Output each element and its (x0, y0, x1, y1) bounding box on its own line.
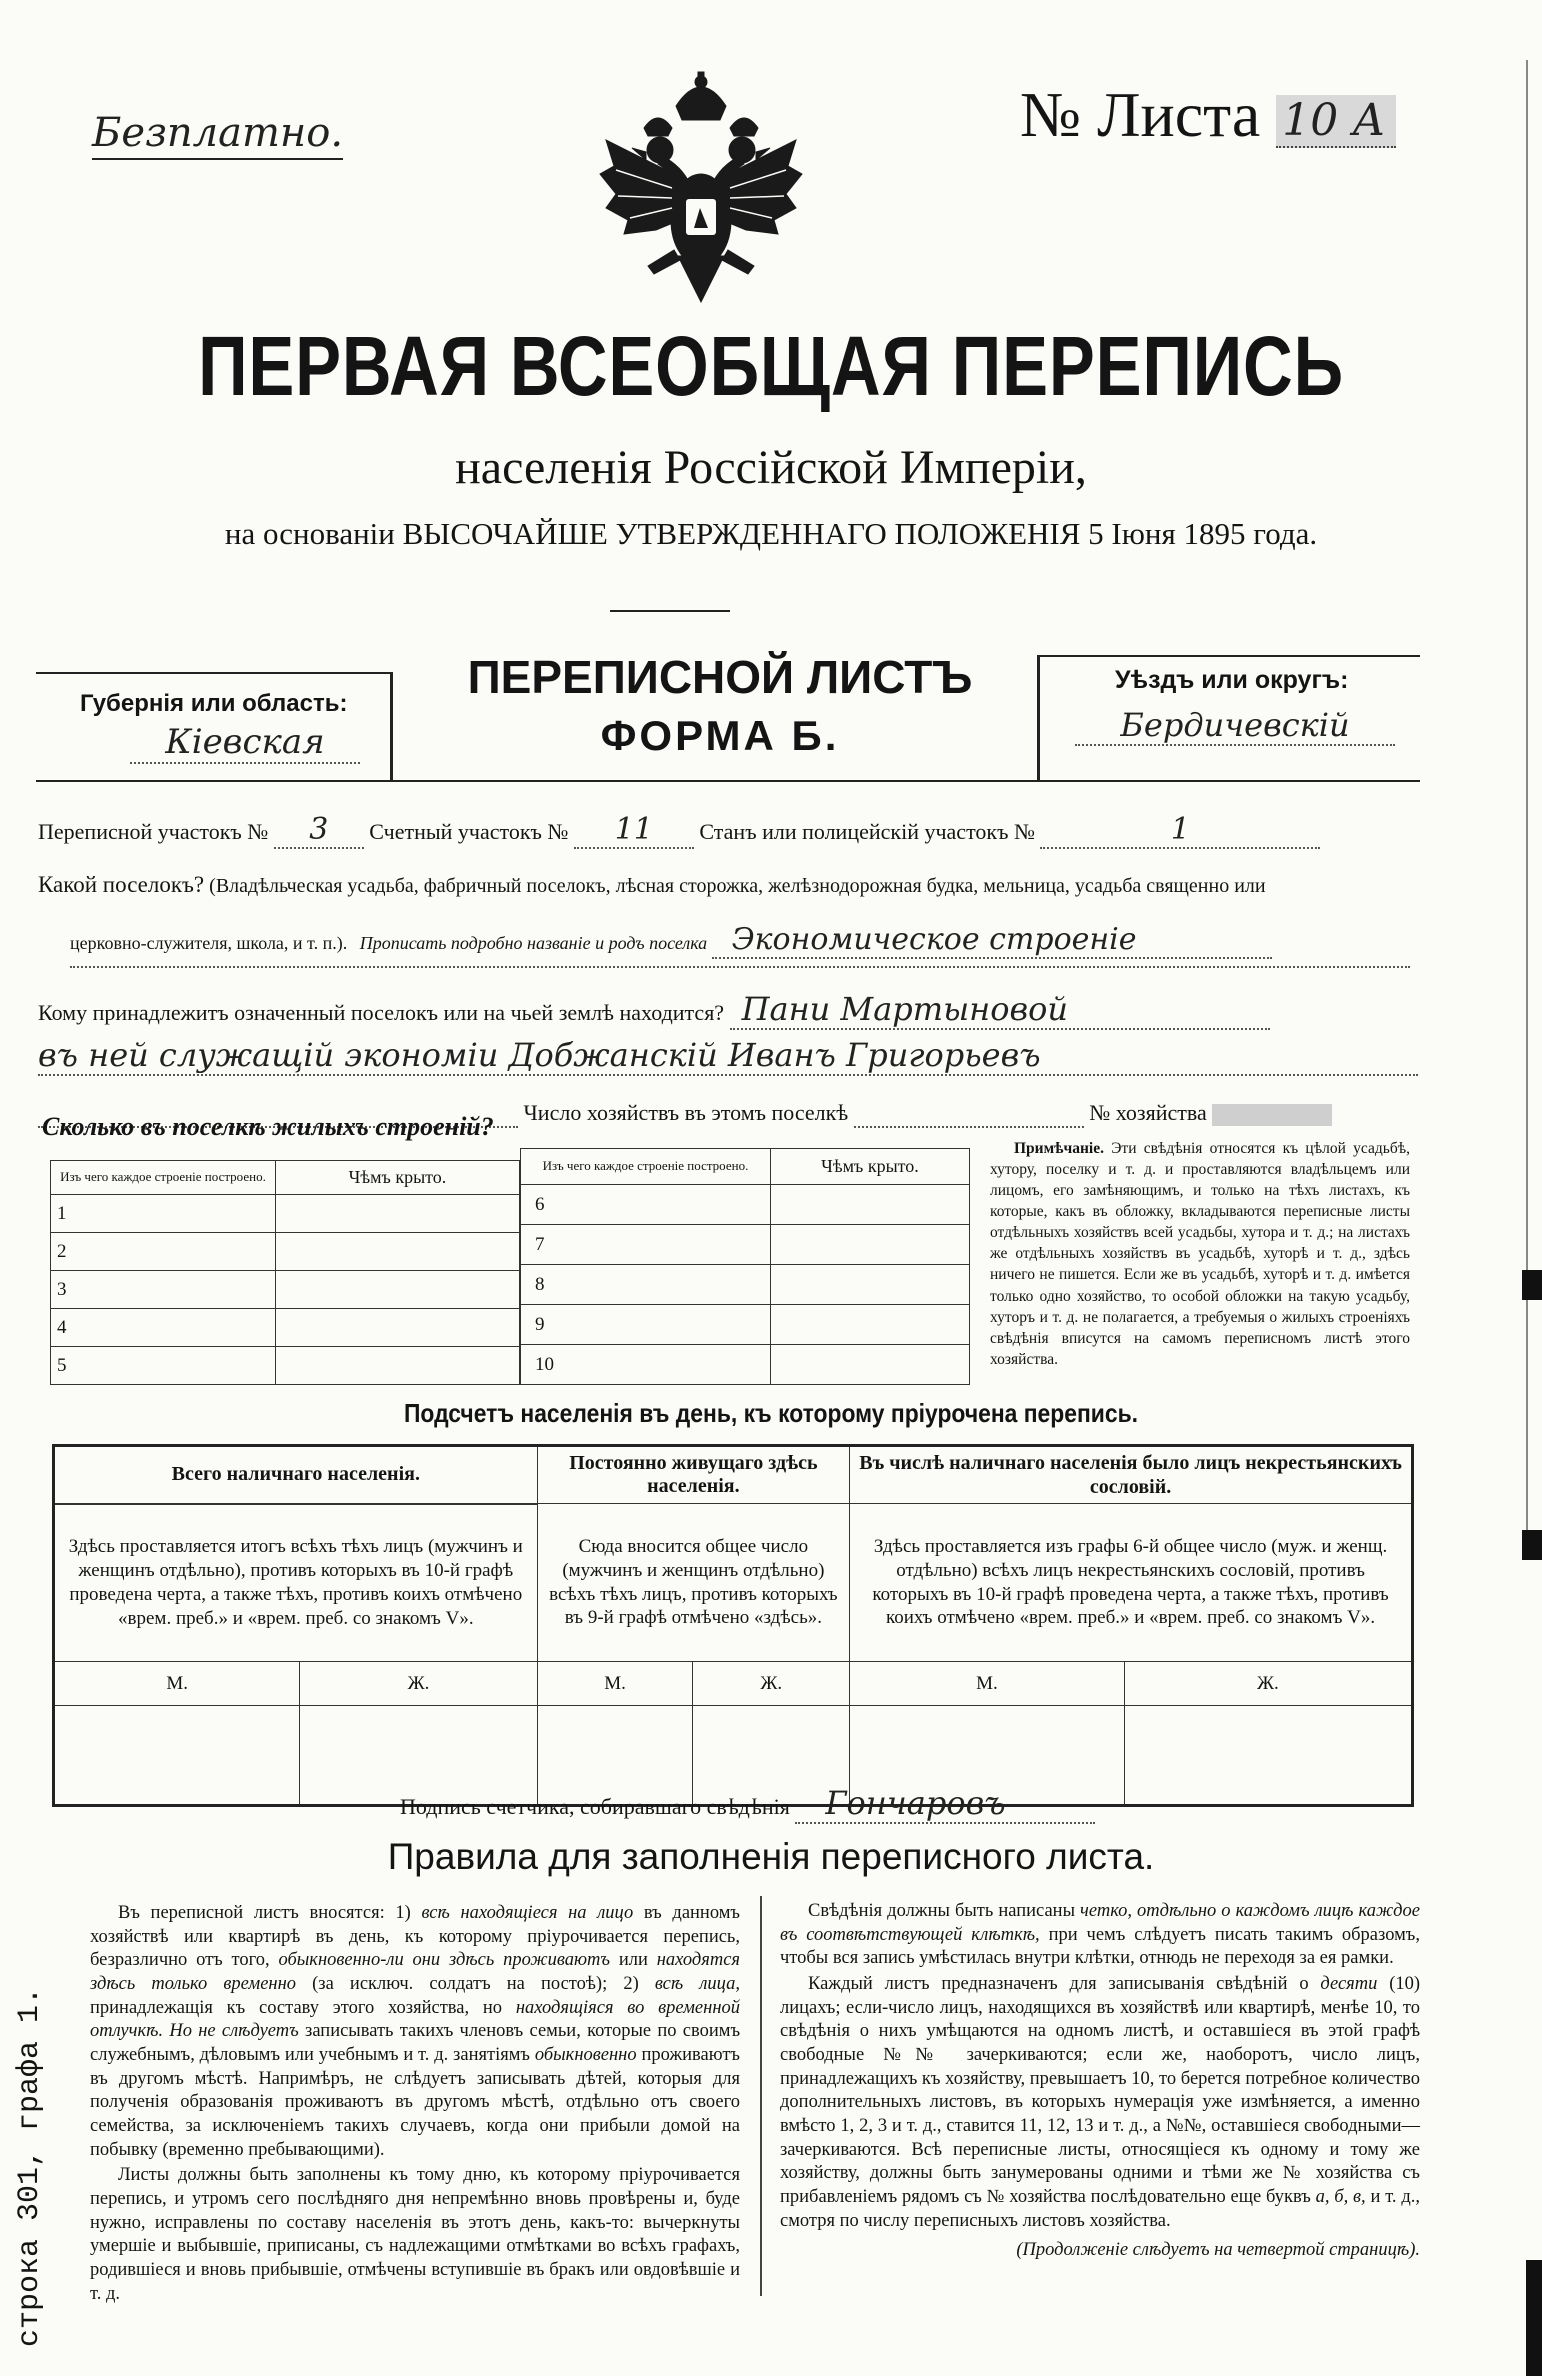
main-title: ПЕРВАЯ ВСЕОБЩАЯ ПЕРЕПИСЬ (198, 319, 1344, 413)
building-roof-cell (276, 1233, 520, 1271)
col-built-of: Изъ чего каждое строеніе построено. (521, 1149, 771, 1185)
building-row-num: 4 (51, 1309, 276, 1347)
sheet-title: ПЕРЕПИСНОЙ ЛИСТЪ (467, 651, 973, 703)
sheet-number (1020, 78, 1396, 152)
stan-label: Станъ или полицейскій участокъ № (699, 819, 1035, 844)
buildings-table-left (50, 1160, 520, 1385)
building-row-num: 3 (51, 1271, 276, 1309)
counting-district-label: Счетный участокъ № (369, 819, 569, 844)
building-roof-cell (771, 1185, 970, 1225)
signature-line (400, 1784, 1095, 1824)
building-row-num: 5 (51, 1347, 276, 1385)
building-row-num: 10 (521, 1345, 771, 1385)
rules-right-paragraph-1 (780, 1900, 1420, 1971)
col-built-of: Изъ чего каждое строеніе построено. (51, 1161, 276, 1195)
rules-emphasis: десяти (1320, 1974, 1378, 1995)
free-label: Безплатно. (92, 110, 343, 160)
binding-mark (1526, 2260, 1542, 2376)
settlement-hint-2: церковно-служителя, школа, и т. п.). (70, 933, 348, 953)
districts-line (38, 812, 1418, 849)
population-title: Подсчетъ населенія въ день, къ которому пріурочена перепись. (403, 1398, 1139, 1428)
rules-text: Свѣдѣнія должны быть написаны (808, 1901, 1075, 1921)
male-count-cell (54, 1706, 300, 1806)
signature-value: Гончаровъ (795, 1784, 1095, 1824)
settlement-hint-1: (Владѣльческая усадьба, фабричный поселокъ, лѣсная сторожка, желѣзнодорожная будка, мельница, усадьба священно или (209, 875, 1266, 897)
rules-emphasis: обыкновенно-ли они здѣсь проживаютъ (278, 1950, 611, 1971)
rules-emphasis: всѣ лица, (654, 1974, 740, 1995)
building-roof-cell (771, 1225, 970, 1265)
owner-value-2: въ ней служащій экономіи Добжанскій Иванъ Григорьевъ (38, 1036, 1418, 1076)
col-roof: Чѣмъ крыто. (771, 1149, 970, 1185)
building-roof-cell (771, 1305, 970, 1345)
binding-mark (1522, 1530, 1542, 1560)
sheet-number-value: 10 А (1276, 95, 1396, 148)
building-row-num: 1 (51, 1195, 276, 1233)
col3-text: Здѣсь проставляется изъ графы 6-й общее число (муж. и женщ. отдѣльно) всѣхъ лицъ некрестьянскихъ сословій, противъ которыхъ въ 10-й графѣ проведена черта, а также тѣхъ, противъ коихъ отмѣчено «врем. преб.» и «врем. преб. со знакомъ V». (850, 1504, 1413, 1662)
owner-value-1: Пани Мартыновой (730, 990, 1270, 1030)
settlement-question: Какой поселокъ? (38, 872, 205, 897)
signature-label: Подпись счетчика, собиравшаго свѣдѣнія (400, 1794, 790, 1819)
rules-text: принадлежащія къ составу этого хозяйства, но (90, 1997, 503, 2018)
col-roof: Чѣмъ крыто. (276, 1161, 520, 1195)
buildings-label-line (42, 1112, 494, 1142)
col2-text: Сюда вносится общее число (мужчинъ и женщинъ отдѣльно) всѣхъ тѣхъ лицъ, противъ которыхъ въ 9-й графѣ отмѣчено «здѣсь». (537, 1504, 850, 1662)
col1-text: Здѣсь проставляется итогъ всѣхъ тѣхъ лицъ (мужчинъ и женщинъ отдѣльно), противъ которыхъ въ 10-й графѣ проведена черта, а также тѣхъ, противъ коихъ отмѣчено «врем. преб.» и «врем. преб. со знакомъ V». (54, 1504, 538, 1662)
col3-header: Въ числѣ наличнаго населенія было лицъ некрестьянскихъ сословій. (850, 1446, 1413, 1504)
female-header: Ж. (693, 1662, 850, 1706)
rules-left-column (90, 1902, 740, 2308)
note-text: Эти свѣдѣнія относятся къ цѣлой усадьбѣ, хутору, поселку и т. д. и проставляются владѣльцемъ или лицомъ, его замѣняющимъ, и только на тѣхъ листахъ, къ которые, какъ въ обложку, вкладываются переписные листы отдѣльныхъ хозяйствъ всей усадьбы, хутора и т. д.; на листахъ же отдѣльныхъ хозяйствъ въ усадьбѣ, хуторѣ и т. д., здѣсь ничего не пишется. Если же въ усадьбѣ, хуторѣ и т. д. имѣется только одно хозяйство, то особой обложки на такую усадьбу, хуторъ и т. д. не полагается, а требуемыя о жилыхъ строеніяхъ свѣдѣнія вписутся на самомъ переписномъ листѣ этого хозяйства. (990, 1140, 1410, 1368)
sheet-number-label: № Листа (1020, 79, 1261, 150)
buildings-label: Сколько въ поселкѣ жилыхъ строеній? (42, 1112, 494, 1141)
buildings-table-right (520, 1148, 970, 1385)
rules-right-paragraph-2 (780, 1973, 1420, 2233)
female-header: Ж. (1124, 1662, 1412, 1706)
rules-text: записывать такихъ членовъ семьи, которые по своимъ служебнымъ, дѣловымъ или учебнымъ и т. д. занятіямъ (90, 2021, 741, 2066)
households-value (854, 1100, 1084, 1128)
female-header: Ж. (300, 1662, 537, 1706)
rules-emphasis: четко, отдѣльно о каждомъ лицѣ каждое въ соотвѣтствующей клѣткѣ, (780, 1901, 1421, 1945)
rules-emphasis: находятся здѣсь только временно (90, 1950, 741, 1995)
building-roof-cell (276, 1271, 520, 1309)
settlement-hint-line (70, 922, 1410, 959)
form-title: ФОРМА Б. (600, 712, 840, 759)
stan-value: 1 (1040, 812, 1320, 849)
settlement-extra-line (70, 966, 1410, 968)
rules-text: Въ переписной листъ вносятся: 1) (118, 1903, 411, 1923)
rules-text: и т. д., смотря по числу переписныхъ листовъ хозяйства. (780, 2187, 1420, 2231)
owner-line (38, 990, 1418, 1030)
counting-district-value: 11 (574, 812, 694, 849)
note-title: Примѣчаніе. (1014, 1140, 1104, 1157)
rules-text: въ данномъ хозяйствѣ или квартирѣ въ день, къ которому пріурочивается перепись, безразлично отъ того, (90, 1903, 740, 1971)
continued-note: (Продолженіе слѣдуетъ на четвертой страницѣ). (1016, 2240, 1420, 2261)
rules-left-paragraph-1 (90, 1902, 740, 2162)
rules-emphasis: обыкновенно (534, 2045, 637, 2066)
uezd-value: Бердичевскій (1075, 706, 1395, 746)
female-count-cell (1124, 1706, 1412, 1806)
census-district-value: 3 (274, 812, 364, 849)
binding-edge (1526, 60, 1528, 1560)
male-header: М. (850, 1662, 1125, 1706)
form-band-bottom (36, 780, 1420, 782)
margin-stamp: строка 301, графа 1. (13, 1986, 47, 2347)
building-roof-cell (276, 1347, 520, 1385)
household-no-value (1212, 1104, 1332, 1126)
gubernia-label: Губернія или область: (80, 690, 348, 717)
form-band-top-right (1040, 655, 1420, 657)
binding-mark (1522, 1270, 1542, 1300)
male-header: М. (54, 1662, 300, 1706)
rules-emphasis: а, б, в, (1315, 2187, 1366, 2208)
settlement-value: Экономическое строеніе (712, 922, 1272, 959)
rules-text: Каждый листъ предназначенъ для записыванія свѣдѣній о (808, 1974, 1309, 1995)
building-row-num: 9 (521, 1305, 771, 1345)
form-band-divider-left (390, 672, 393, 782)
col1-header: Всего наличнаго населенія. (54, 1446, 538, 1504)
households-label: Число хозяйствъ въ этомъ поселкѣ (523, 1100, 849, 1125)
rules-text: или (618, 1950, 648, 1971)
gubernia-value: Кіевская (130, 722, 360, 764)
uezd-label: Уѣздъ или округъ: (1115, 666, 1349, 694)
rules-emphasis: находящіяся во временной отлучкѣ. (90, 1997, 740, 2042)
rules-left-paragraph-2: Листы должны быть заполнены къ тому дню, къ которому пріурочивается перепись, и утромъ сего послѣдняго дня непремѣнно вновь провѣрены и, буде нужно, исправлены по составу населенія въ этотъ день, какъ-то: вычеркнуты умершіе и выбывшіе, приписаны, съ надлежащими отмѣтками во всѣхъ графахъ, родившіеся и вновь прибывшіе, отмѣчены вступившіе въ бракъ или овдовѣвшіе и т. д. (90, 2165, 740, 2304)
coat-of-arms-emblem (596, 70, 806, 305)
building-row-num: 6 (521, 1185, 771, 1225)
owner-label: Кому принадлежитъ означенный поселокъ или на чьей землѣ находится? (38, 1000, 725, 1025)
building-roof-cell (771, 1345, 970, 1385)
rules-right-column (780, 1900, 1420, 2265)
building-row-num: 8 (521, 1265, 771, 1305)
note-block (990, 1138, 1410, 1370)
rules-text: при чемъ слѣдуетъ писать такимъ образомъ, чтобы вся запись умѣстилась внутри клѣтки, отнюдь не переходя за ея рамки. (780, 1924, 1420, 1969)
building-roof-cell (276, 1309, 520, 1347)
building-row-num: 7 (521, 1225, 771, 1265)
building-roof-cell (276, 1195, 520, 1233)
male-header: М. (537, 1662, 693, 1706)
census-district-label: Переписной участокъ № (38, 819, 269, 844)
building-row-num: 2 (51, 1233, 276, 1271)
rules-text: (10) лицахъ; если-число лицъ, находящихся въ хозяйствѣ или квартирѣ, менѣе 10, то свѣдѣнія о нихъ умѣщаются на одномъ листѣ, и оставшіеся въ этой графѣ свободные №№ зачеркиваются; если же, наоборотъ, число лицъ, принадлежащихъ къ хозяйству, превышаетъ 10, то берется потребное количество дополнительныхъ листовъ, въ которыхъ нумерація уже измѣняется, а именно вмѣсто 1, 2, 3 и т. д., ставится 11, 12, 13 и т. д., а №№, оставшіеся свободными—зачеркиваются. Всѣ переписные листы, относящіеся къ одному и тому же хозяйству, должны быть занумерованы одними и тѣми же № хозяйства съ прибавленіемъ рядомъ съ № хозяйства послѣдовательно еще буквъ (780, 1974, 1421, 2208)
form-band-top-left (36, 672, 392, 674)
building-roof-cell (771, 1265, 970, 1305)
col2-header: Постоянно живущаго здѣсь населенія. (537, 1446, 850, 1504)
population-table (52, 1444, 1414, 1807)
divider (610, 610, 730, 612)
rules-text: (за исключ. солдатъ на постоѣ); 2) (312, 1974, 639, 1995)
rules-text: проживаютъ въ другомъ мѣстѣ. Напримѣръ, не слѣдуетъ записывать дѣтей, которыя для полученія образованія проживаютъ въ другомъ мѣстѣ, отдѣльно отъ своего семейства, за исключеніемъ такихъ случаевъ, когда они прибыли домой на побывку (временно пребывающими). (90, 2045, 740, 2160)
household-no-label: № хозяйства (1089, 1100, 1207, 1125)
rules-title: Правила для заполненія переписного листа. (387, 1836, 1155, 1877)
settlement-hint-italic: Прописать подробно названіе и родъ поселка (359, 933, 708, 953)
subtitle: населенія Россійской Имперіи, (455, 441, 1087, 494)
basis-line: на основаніи ВЫСОЧАЙШЕ УТВЕРЖДЕННАГО ПОЛОЖЕНІЯ 5 Іюня 1895 года. (224, 516, 1318, 551)
rules-column-divider (760, 1896, 762, 2296)
form-band-divider-right (1037, 655, 1040, 780)
rules-emphasis: всѣ находящіеся на лицо (421, 1903, 634, 1923)
rules-emphasis: Но не слѣдуетъ (169, 2021, 299, 2042)
settlement-question-line (38, 872, 1418, 898)
